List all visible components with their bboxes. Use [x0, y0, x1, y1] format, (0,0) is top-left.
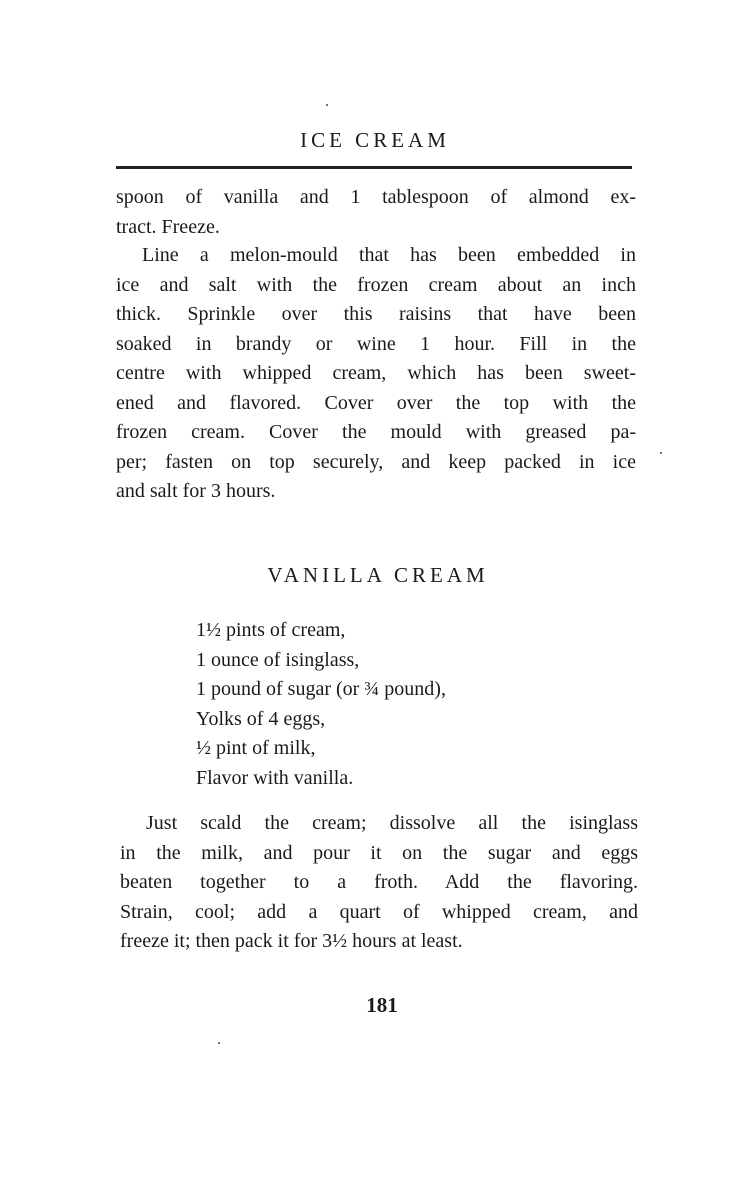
header-rule	[116, 166, 632, 169]
scan-speck	[218, 1042, 220, 1044]
text-line: and salt for 3 hours.	[116, 480, 276, 502]
ingredient-item: 1 pound of sugar (or ¾ pound),	[196, 678, 446, 700]
text-line: in the milk, and pour it on the sugar and eggs	[120, 841, 638, 864]
text-line: ened and flavored. Cover over the top with the	[116, 391, 636, 414]
text-line: freeze it; then pack it for 3½ hours at least.	[120, 930, 463, 952]
text-line: thick. Sprinkle over this raisins that have been	[116, 303, 636, 325]
scan-speck	[326, 104, 328, 106]
scan-speck	[660, 452, 662, 454]
text-line: centre with whipped cream, which has been sweet-	[116, 362, 636, 384]
ingredient-item: 1½ pints of cream,	[196, 619, 346, 641]
ingredient-item: 1 ounce of isinglass,	[196, 648, 360, 671]
paragraph-method	[120, 809, 638, 957]
paragraph-melon-mould	[116, 241, 636, 507]
section-title: VANILLA CREAM	[267, 563, 489, 587]
text-line: frozen cream. Cover the mould with greased pa-	[116, 421, 636, 443]
text-line: Line a melon-mould that has been embedded in	[142, 244, 636, 266]
page-number: 181	[366, 993, 398, 1017]
text-line: spoon of vanilla and 1 tablespoon of almond ex-	[116, 186, 636, 208]
text-line: Just scald the cream; dissolve all the isinglass	[146, 812, 638, 834]
text-line: soaked in brandy or wine 1 hour. Fill in the	[116, 332, 636, 355]
running-head: ICE CREAM	[300, 128, 450, 152]
ingredient-item: ½ pint of milk,	[196, 737, 316, 759]
text-line: tract. Freeze.	[116, 215, 220, 238]
text-line: per; fasten on top securely, and keep packed in ice	[116, 450, 636, 473]
ingredient-item: Yolks of 4 eggs,	[196, 707, 326, 730]
text-line: Strain, cool; add a quart of whipped cream, and	[120, 900, 638, 923]
ingredient-item: Flavor with vanilla.	[196, 766, 354, 789]
text-line: beaten together to a froth. Add the flavoring.	[120, 871, 638, 893]
text-line: ice and salt with the frozen cream about an inch	[116, 273, 636, 296]
paragraph-continued	[116, 183, 636, 242]
ingredient-list	[196, 616, 446, 793]
